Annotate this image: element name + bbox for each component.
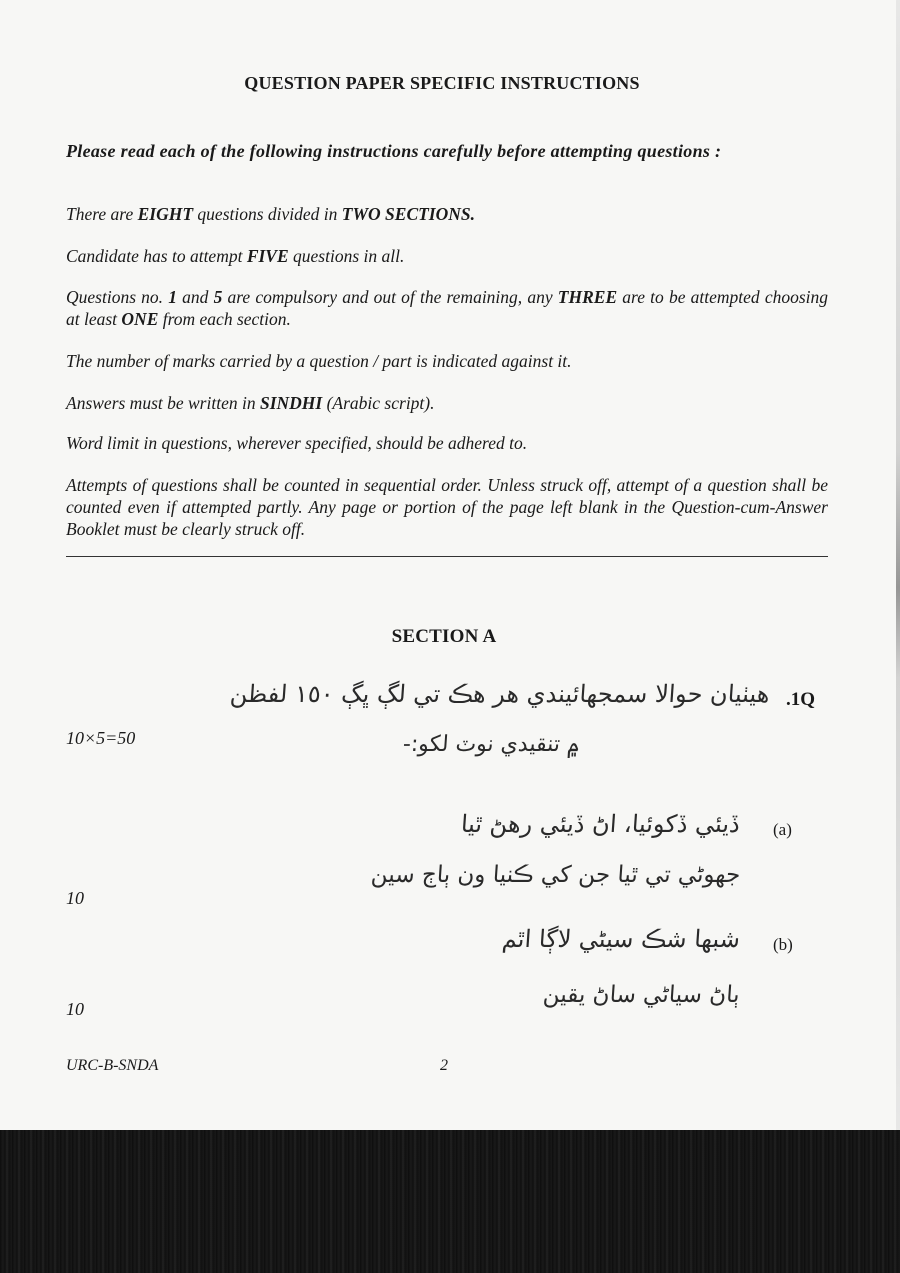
handwritten-prompt-line: ۾ تنقيدي نوٽ لکو:- [402, 732, 581, 757]
section-heading: SECTION A [391, 626, 497, 647]
scan-dark-border [0, 1130, 900, 1273]
question-number: .1Q [786, 689, 816, 710]
scan-edge-shadow [896, 0, 900, 1130]
handwritten-verse-line: ڏيئي ڏکوئيا، اڻ ڏيئي رهڻ ٿيا [460, 810, 741, 838]
paper-code: URC-B-SNDA [66, 1057, 159, 1074]
instructions-lead: Please read each of the following instructions carefully before attempting questions : [66, 141, 722, 161]
handwritten-prompt-line: هيٺيان حوالا سمجھائيندي هر هڪ تي لڳ ڀڳ ١٥٠ لفظن [229, 680, 771, 708]
instruction-item: Answers must be written in SINDHI (Arabic script). [66, 393, 435, 413]
instruction-item: There are EIGHT questions divided in TWO SECTIONS. [66, 204, 476, 224]
instruction-item: Candidate has to attempt FIVE questions in all. [66, 246, 405, 266]
instruction-item: Questions no. 1 and 5 are compulsory and out of the remaining, any THREE are to be attempted choosing at least ONE from each section. [66, 287, 829, 329]
part-marks: 10 [66, 888, 84, 908]
page-number: 2 [440, 1057, 448, 1074]
instruction-item: Attempts of questions shall be counted in sequential order. Unless struck off, attempt of a question shall be counted even if attempted partly. Any page or portion of the page left blank in the Question-cum-Answer Booklet must be clearly struck off. [66, 475, 828, 539]
total-marks: 10×5=50 [66, 728, 136, 748]
instruction-item: Word limit in questions, wherever specified, should be adhered to. [66, 433, 528, 453]
handwritten-verse-line: جهوڻي تي ٿيا جن کي ڪنيا ون ٻاڄ سين [369, 862, 741, 888]
instruction-item: The number of marks carried by a question / part is indicated against it. [66, 351, 572, 371]
instructions-heading: QUESTION PAPER SPECIFIC INSTRUCTIONS [244, 73, 640, 93]
part-marks: 10 [66, 999, 84, 1019]
divider-rule [66, 556, 828, 557]
part-label: (b) [773, 935, 793, 954]
handwritten-verse-line: شبھا شڪ سيڻي لاڳا اٿم [501, 925, 741, 953]
part-label: (a) [773, 820, 792, 839]
handwritten-verse-line: ٻاڻ سياڻي ساڻ يقين [542, 982, 741, 1008]
